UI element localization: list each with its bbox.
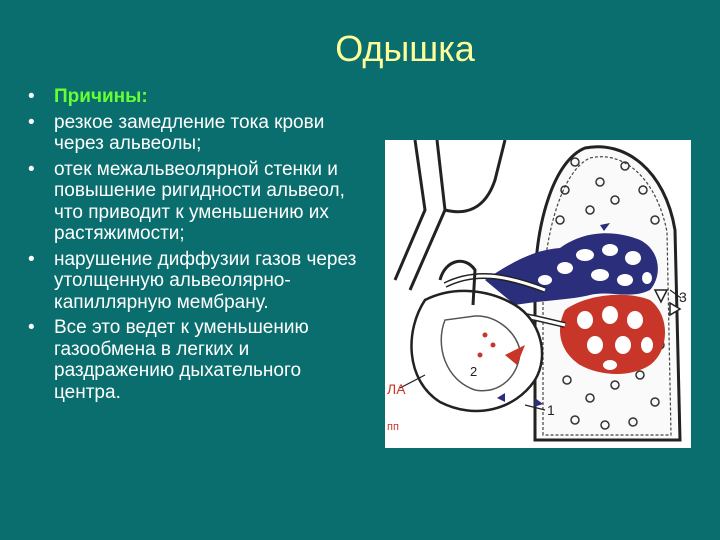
- diagram-svg: [385, 140, 691, 448]
- bullet-dot: •: [28, 248, 35, 270]
- bullet-dot: •: [28, 317, 35, 338]
- bullet-text: Все это ведет к уменьшению газообмена в легких и раздражению дыхательного центра.: [54, 317, 309, 403]
- bullet-text: отек межальвеолярной стенки и повышение ригидности альвеол, что приводит к уменьшению их растяжимости;: [54, 158, 345, 244]
- lung-circulation-diagram: [385, 140, 691, 448]
- bullet-dot: •: [28, 111, 35, 133]
- causes-heading: Причины:: [54, 86, 148, 107]
- bullet-dot: •: [28, 158, 35, 180]
- bullet-dot: •: [28, 86, 35, 107]
- bullet-item: [28, 249, 373, 314]
- bullet-item: [28, 159, 373, 245]
- label-2: 2: [470, 364, 478, 379]
- trachea: [395, 140, 425, 280]
- bullet-text: резкое замедление тока крови через альвеолы;: [54, 111, 325, 154]
- bronchus: [445, 140, 505, 212]
- bullet-item: [28, 86, 373, 108]
- label-3: 3: [679, 289, 687, 305]
- slide-title: Одышка: [335, 28, 475, 69]
- label-pp: пп: [387, 421, 399, 433]
- trachea: [410, 140, 445, 290]
- label-la: ЛА: [387, 381, 406, 397]
- bullet-text: нарушение диффузии газов через утолщенную альвеолярно-капиллярную мембрану.: [54, 248, 357, 313]
- label-1: 1: [547, 402, 555, 418]
- bullet-item: [28, 317, 373, 403]
- bullet-list: [28, 86, 373, 407]
- bullet-item: [28, 112, 373, 155]
